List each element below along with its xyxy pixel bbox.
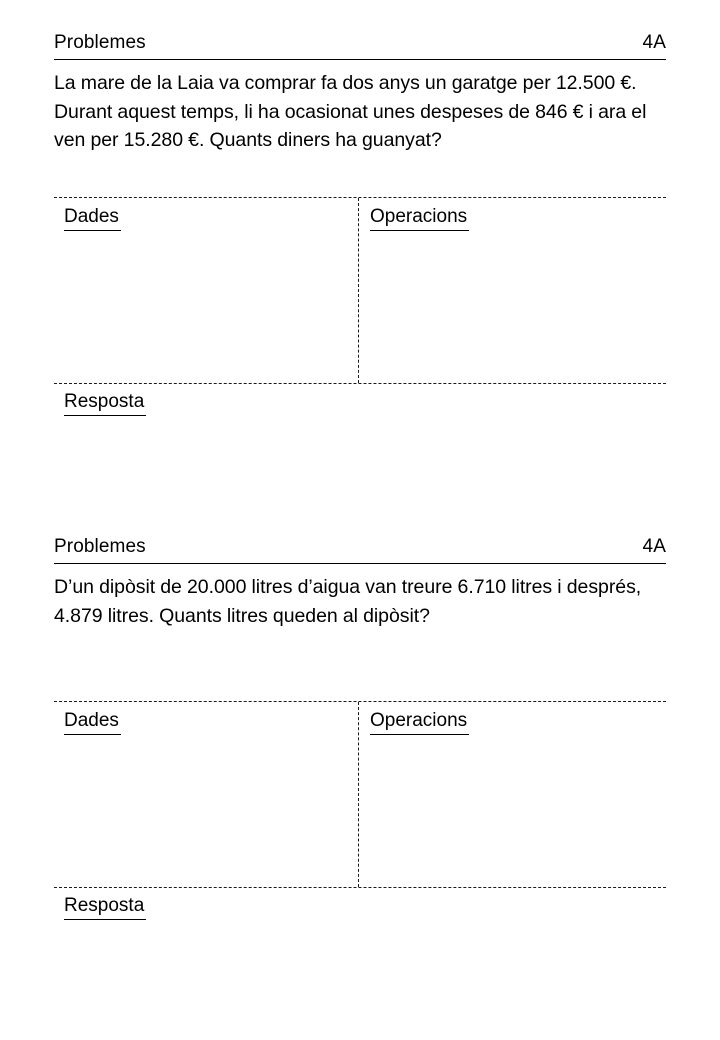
resposta-label: Resposta — [64, 888, 146, 920]
dades-label: Dades — [64, 702, 121, 735]
work-area — [54, 197, 666, 383]
operacions-column[interactable] — [358, 702, 666, 887]
dades-column[interactable] — [54, 198, 358, 383]
answer-area[interactable] — [54, 383, 666, 534]
dades-label: Dades — [64, 198, 121, 231]
problem-header — [54, 534, 666, 564]
worksheet-body — [54, 30, 666, 998]
problem-header-title: Problemes — [54, 32, 146, 53]
problem-header — [54, 30, 666, 60]
operacions-label: Operacions — [370, 198, 469, 231]
problem-block-1 — [54, 30, 666, 534]
resposta-label: Resposta — [64, 384, 146, 416]
problem-header-code: 4A — [642, 536, 666, 557]
answer-area[interactable] — [54, 887, 666, 998]
problem-header-title: Problemes — [54, 536, 146, 557]
problem-block-2 — [54, 534, 666, 998]
problem-header-code: 4A — [642, 32, 666, 53]
operacions-label: Operacions — [370, 702, 469, 735]
problem-statement: D’un dipòsit de 20.000 litres d’aigua van treure 6.710 litres i després, 4.879 litres. Quants litres queden al dipòsit? — [54, 576, 642, 627]
work-area — [54, 701, 666, 887]
problem-statement: La mare de la Laia va comprar fa dos anys un garatge per 12.500 €. Durant aquest temps, li ha ocasionat unes despeses de 846 € i ara el ven per 15.280 €. Quants diners ha guanyat? — [54, 72, 647, 151]
operacions-column[interactable] — [358, 198, 666, 383]
dades-column[interactable] — [54, 702, 358, 887]
